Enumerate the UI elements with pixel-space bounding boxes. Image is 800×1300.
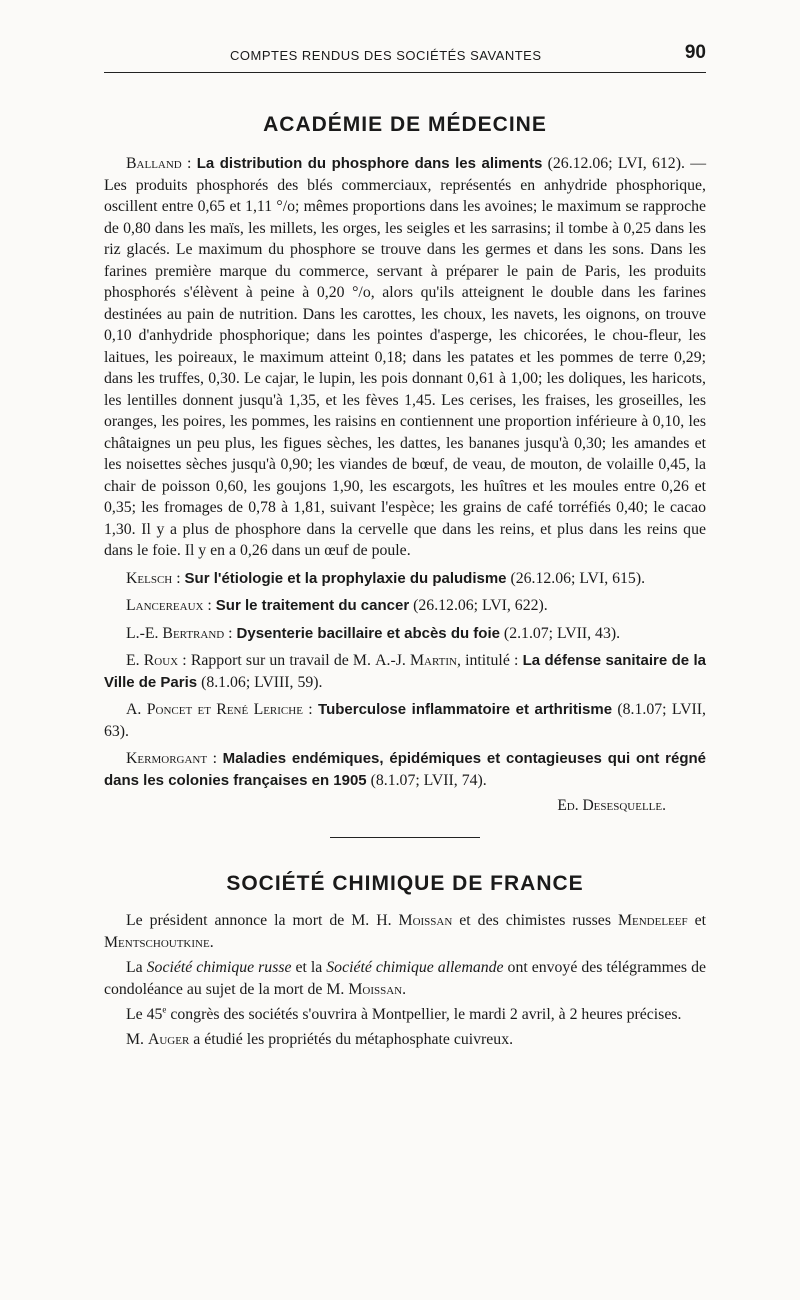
section2-body [104,910,706,1051]
entry-title: Sur l'étiologie et la prophylaxie du paludisme [184,569,507,587]
entry-body: — Les produits phosphorés des blés commerciaux, représentés en anhydride phosphorique, oscillent entre 0,65 et 1,11 °/o; mêmes proportions dans les avoines; le maximum se rapproche de 0,80 dans les maïs, les millets, les orges, les seigles et les sarrasins; il tombe à 0,25 dans les riz glacés. Le maximum du phosphore se trouve dans les germes et dans les sons. Dans les farines première marque du commerce, servant à préparer le pain de Paris, les produits phosphorés s'élèvent à peine à 0,20 °/o, alors qu'ils atteignent le double dans les farines destinées au pain de nutrition. Dans les carottes, les choux, les navets, les oignons, on trouve 0,10 d'anhydride phosphorique; dans les pointes d'asperge, les chicorées, le chou-fleur, les laitues, les poireaux, le maximum atteint 0,18; dans les patates et les pommes de terre 0,29; dans les truffes, 0,30. Le cajar, le lupin, les pois donnant 0,61 à 1,00; les doliques, les haricots, les lentilles donnent jusqu'à 1,35, et les fèves 1,45. Les cerises, les fraises, les groseilles, les oranges, les poires, les pommes, les raisins en contiennent une proportion inférieure à 0,10, les châtaignes un peu plus, les figues sèches, les dattes, les bananes jusqu'à 0,30; les amandes et les noisettes sèches jusqu'à 0,90; les viandes de bœuf, de veau, de mouton, de volaille 0,45, la chair de poisson 0,60, les goujons 1,90, les escargots, les huîtres et les moules entre 0,26 et 0,35; les fromages de 0,78 à 1,81, suivant l'espèce; les grains de café torréfiés 0,40; le cacao 1,30. Il y a plus de phosphore dans la cervelle que dans les reins, et plus dans les reins que dans le foie. Il y en a 0,26 dans un œuf de poule. [104,155,706,559]
entry-author: E. Roux [126,652,179,669]
entry-author: Kelsch [126,569,173,587]
person-name: H. Moissan [376,912,453,929]
entry-author: A. Poncet et René Leriche [126,701,303,718]
entry-title: Sur le traitement du cancer [215,597,410,614]
entry-ref: (26.12.06; LVI, 622). [409,597,548,614]
entry-title: Maladies endémiques, épidémiques et contagieuses qui ont régné dans les colonies françaises en 1905 [104,750,706,789]
entry-title: La distribution du phosphore dans les aliments [196,155,543,172]
paragraph-announcement: Le président annonce la mort de M. H. Moissan et des chimistes russes Mendeleef et Mentschoutkine. [104,912,706,951]
entry-author: Lancereaux [126,597,204,614]
entry-title: La défense sanitaire de la Ville de Paris [104,652,706,691]
running-title: COMPTES RENDUS DES SOCIÉTÉS SAVANTES [230,48,542,63]
section-divider [330,837,480,838]
entry-ref: (26.12.06; LVI, 612). [542,155,685,172]
signature: Ed. Desesquelle. [557,797,666,814]
entry-ref: (2.1.07; LVII, 43). [499,624,621,642]
entry-ref: (8.1.06; LVIII, 59). [197,673,323,691]
entry-ref: (8.1.07; LVII, 74). [366,771,487,789]
entry-title: Tuberculose inflammatoire et arthritisme [318,701,613,718]
section-title-academie: ACADÉMIE DE MÉDECINE [263,113,547,136]
paragraph-auger: M. Auger a étudié les propriétés du métaphosphate cuivreux. [126,1031,514,1048]
entry-title: Dysenterie bacillaire et abcès du foie [236,624,500,642]
society-name: Société chimique allemande [326,959,504,976]
entry-cited-author: A.-J. Martin [375,652,457,669]
entry-kermorgant: Kermorgant : Maladies endémiques, épidémiques et contagieuses qui ont régné dans les colonies françaises en 1905 (8.1.07; LVII, 74). [104,750,706,789]
entry-bertrand: L.-E. Bertrand : Dysenterie bacillaire et abcès du foie (2.1.07; LVII, 43). [126,624,621,642]
paragraph-condolences: La Société chimique russe et la Société chimique allemande ont envoyé des télégrammes de condoléance au sujet de la mort de M. Moissan. [104,959,706,998]
entry-roux: E. Roux : Rapport sur un travail de M. A.-J. Martin, intitulé : La défense sanitaire de la Ville de Paris (8.1.06; LVIII, 59). [104,652,706,691]
entry-balland: Balland : La distribution du phosphore dans les aliments (26.12.06; LVI, 612). — Les produits phosphorés des blés commerciaux, représentés en anhydride phosphorique, oscillent entre 0,65 et 1,11 °/o; mêmes proportions dans les avoines; le maximum se rapproche de 0,80 dans les maïs, les millets, les orges, les seigles et les sarrasins; il tombe à 0,25 dans les riz glacés. Le maximum du phosphore se trouve dans les germes et dans les sons. Dans les farines première marque du commerce, servant à préparer le pain de Paris, les produits phosphorés s'élèvent à peine à 0,20 °/o, alors qu'ils atteignent le double dans les farines destinées au pain de nutrition. Dans les carottes, les choux, les navets, les oignons, on trouve 0,10 d'anhydride phosphorique; dans les pointes d'asperge, les chicorées, le chou-fleur, les laitues, les poireaux, le maximum atteint 0,18; dans les patates et les pommes de terre 0,29; dans les truffes, 0,30. Le cajar, le lupin, les pois donnant 0,61 à 1,00; les doliques, les haricots, les lentilles donnent jusqu'à 1,35, et les fèves 1,45. Les cerises, les fraises, les groseilles, les oranges, les poires, les pommes, les raisins en contiennent une proportion inférieure à 0,10, les châtaignes un peu plus, les figues sèches, les dattes, les bananes jusqu'à 0,30; les amandes et les noisettes sèches jusqu'à 0,90; les viandes de bœuf, de veau, de mouton, de volaille 0,45, la chair de poisson 0,60, les goujons 1,90, les escargots, les huîtres et les moules entre 0,26 et 0,35; les fromages de 0,78 à 1,81, suivant l'espèce; les grains de café torréfiés 0,40; le cacao 1,30. Il y a plus de phosphore dans la cervelle que dans les reins, et plus dans les reins que dans le foie. Il y en a 0,26 dans un œuf de poule. [104,155,706,559]
running-head [104,42,706,73]
paragraph-congress: Le 45e congrès des sociétés s'ouvrira à Montpellier, le mardi 2 avril, à 2 heures précises. [126,1004,682,1023]
entry-author: L.-E. Bertrand [126,624,225,642]
society-name: Société chimique russe [146,959,292,976]
person-name: Auger [147,1031,190,1048]
entry-ref: (8.1.07; LVII, 63). [104,701,706,740]
entry-ref: (26.12.06; LVI, 615). [506,569,646,587]
section-title-societe-chimique: SOCIÉTÉ CHIMIQUE DE FRANCE [226,872,584,895]
person-name: Moissan [348,981,403,998]
entry-author: Balland [126,155,182,172]
entry-kelsch: Kelsch : Sur l'étiologie et la prophylaxie du paludisme (26.12.06; LVI, 615). [126,569,646,587]
entry-lancereaux: Lancereaux : Sur le traitement du cancer (26.12.06; LVI, 622). [126,597,548,614]
person-name: Mentschoutkine [104,934,210,951]
page-number: 90 [684,42,706,63]
person-name: Mendeleef [617,912,688,929]
page [104,42,706,1054]
entry-author: Kermorgant [126,750,208,767]
entry-poncet-leriche: A. Poncet et René Leriche : Tuberculose inflammatoire et arthritisme (8.1.07; LVII, 63). [104,701,706,740]
